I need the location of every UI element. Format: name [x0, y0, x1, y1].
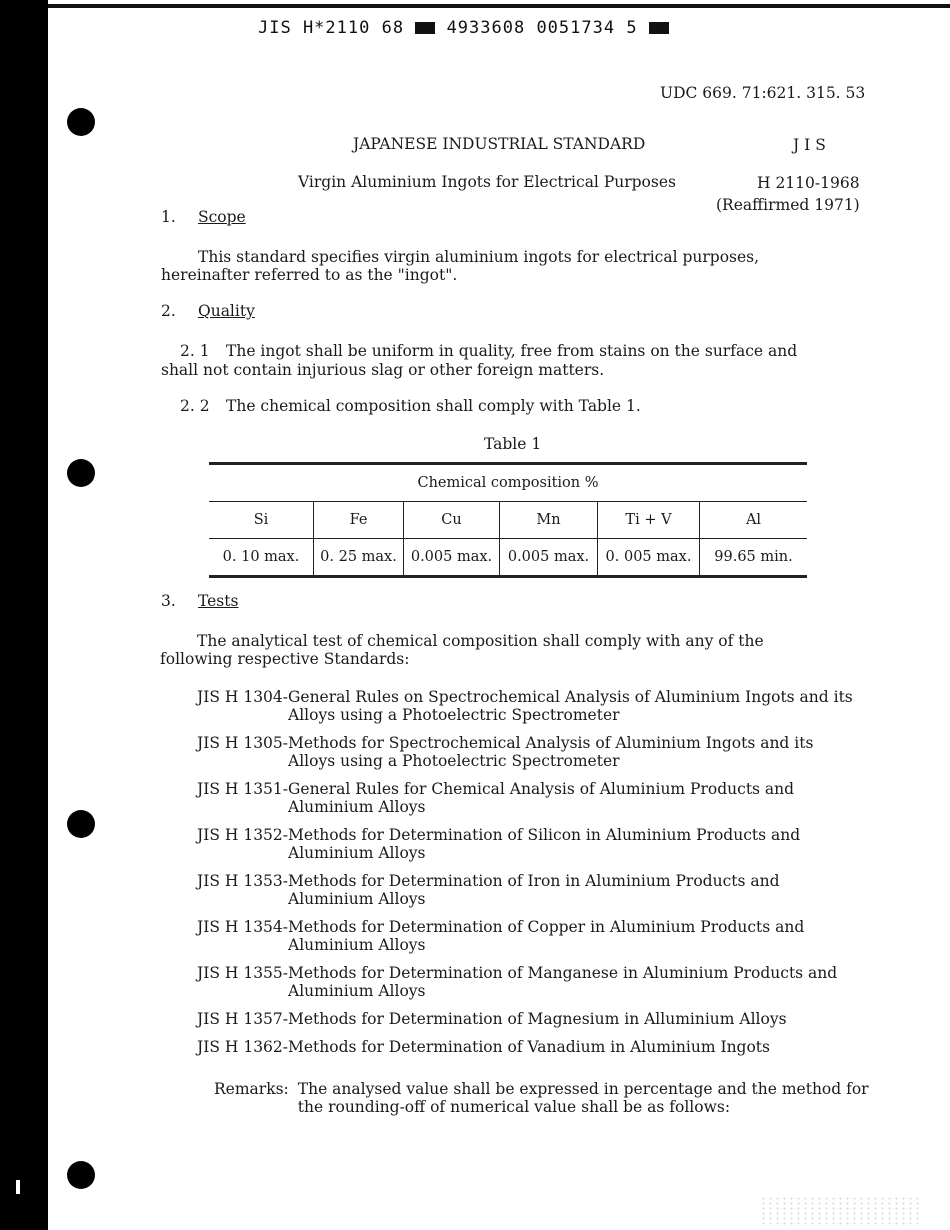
table-cell: 0. 25 max.	[314, 539, 404, 577]
redaction-block	[649, 22, 669, 34]
standard-code: JIS H 1353-	[197, 872, 289, 890]
remarks-text: The analysed value shall be expressed in percentage and the method for the rounding-off of numerical value shall be as follows:	[297, 1080, 869, 1116]
reaffirmed-note: (Reaffirmed 1971)	[716, 196, 860, 214]
redaction-block	[415, 22, 435, 34]
punch-hole	[67, 108, 95, 136]
standard-title: Methods for Determination of Copper in Aluminium Products and Aluminium Alloys	[288, 918, 805, 954]
column-header: Al	[700, 502, 808, 539]
list-item	[197, 918, 857, 954]
standard-code: JIS H 1357-	[197, 1010, 289, 1028]
column-header: Ti + V	[598, 502, 700, 539]
table-cell: 99.65 min.	[700, 539, 808, 577]
standard-code: JIS H 1351-	[197, 780, 289, 798]
standard-code: JIS H 1354-	[197, 918, 289, 936]
section-1-heading: Scope	[198, 208, 246, 226]
section-3-heading: Tests	[198, 592, 239, 610]
column-header: Mn	[500, 502, 598, 539]
clause-2-1-line-2: shall not contain injurious slag or other foreign matters.	[161, 361, 605, 379]
list-item	[197, 780, 857, 816]
clause-2-2-text: The chemical composition shall comply with Table 1.	[226, 397, 641, 415]
tests-line-1: The analytical test of chemical composition shall comply with any of the	[197, 632, 764, 650]
tests-line-2: following respective Standards:	[160, 650, 410, 668]
scan-top-edge	[48, 4, 950, 8]
standard-code: JIS H 1355-	[197, 964, 289, 982]
list-item	[197, 826, 857, 862]
column-header: Si	[209, 502, 314, 539]
table-header-row	[209, 502, 807, 539]
standard-code: JIS H 1352-	[197, 826, 289, 844]
standard-title: Methods for Determination of Magnesium in Alluminium Alloys	[288, 1010, 787, 1028]
list-item	[197, 964, 857, 1000]
standard-title: Methods for Determination of Manganese in Aluminium Products and Aluminium Alloys	[288, 964, 838, 1000]
clause-2-1-line-1: The ingot shall be uniform in quality, free from stains on the surface and	[226, 342, 798, 360]
table-cell: 0. 005 max.	[598, 539, 700, 577]
section-2-number: 2.	[161, 302, 176, 320]
remarks-label: Remarks:	[214, 1080, 289, 1098]
list-item	[197, 734, 857, 770]
section-1-number: 1.	[161, 208, 176, 226]
table-group-header-row	[209, 464, 807, 502]
table-caption: Table 1	[484, 435, 542, 453]
remarks	[214, 1080, 874, 1116]
scan-noise	[760, 1196, 920, 1226]
scope-line-2: hereinafter referred to as the "ingot".	[161, 266, 458, 284]
standards-list	[197, 688, 857, 1066]
scan-mark	[16, 1180, 20, 1194]
standard-title: Methods for Determination of Silicon in Aluminium Products and Aluminium Alloys	[288, 826, 801, 862]
column-header: Fe	[314, 502, 404, 539]
section-2-heading: Quality	[198, 302, 255, 320]
jis-mark: J I S	[793, 136, 826, 154]
table-cell: 0. 10 max.	[209, 539, 314, 577]
punch-hole	[67, 810, 95, 838]
table-row	[209, 539, 807, 577]
scan-margin-bar	[0, 0, 48, 1230]
table-cell: 0.005 max.	[500, 539, 598, 577]
column-header: Cu	[404, 502, 500, 539]
udc-number: UDC 669. 71:621. 315. 53	[660, 84, 866, 102]
standard-number: H 2110-1968	[757, 174, 860, 192]
list-item	[197, 872, 857, 908]
section-3-number: 3.	[161, 592, 176, 610]
standard-title: Methods for Determination of Iron in Aluminium Products and Aluminium Alloys	[288, 872, 780, 908]
standard-title: General Rules for Chemical Analysis of Aluminium Products and Aluminium Alloys	[288, 780, 795, 816]
list-item	[197, 1038, 857, 1056]
standard-title: General Rules on Spectrochemical Analysis of Aluminium Ingots and its Alloys using a Photoelectric Spectrometer	[288, 688, 853, 724]
list-item	[197, 688, 857, 724]
clause-2-1-number: 2. 1	[180, 342, 210, 360]
punch-hole	[67, 459, 95, 487]
chemical-composition-table	[209, 462, 807, 578]
standard-label: JAPANESE INDUSTRIAL STANDARD	[353, 135, 646, 153]
standard-code: JIS H 1305-	[197, 734, 289, 752]
clause-2-2-number: 2. 2	[180, 397, 210, 415]
table-group-header: Chemical composition %	[209, 464, 807, 502]
punch-hole	[67, 1161, 95, 1189]
scan-code-left: JIS H*2110 68	[258, 18, 405, 38]
list-item	[197, 1010, 857, 1028]
standard-code: JIS H 1304-	[197, 688, 289, 706]
standard-code: JIS H 1362-	[197, 1038, 289, 1056]
scan-code-right: 4933608 0051734 5	[446, 18, 638, 38]
table-cell: 0.005 max.	[404, 539, 500, 577]
scan-header-code	[258, 18, 669, 38]
standard-title: Methods for Spectrochemical Analysis of Aluminium Ingots and its Alloys using a Photoelectric Spectrometer	[288, 734, 814, 770]
document-title: Virgin Aluminium Ingots for Electrical Purposes	[298, 173, 676, 191]
scope-line-1: This standard specifies virgin aluminium ingots for electrical purposes,	[198, 248, 760, 266]
standard-title: Methods for Determination of Vanadium in Aluminium Ingots	[288, 1038, 770, 1056]
